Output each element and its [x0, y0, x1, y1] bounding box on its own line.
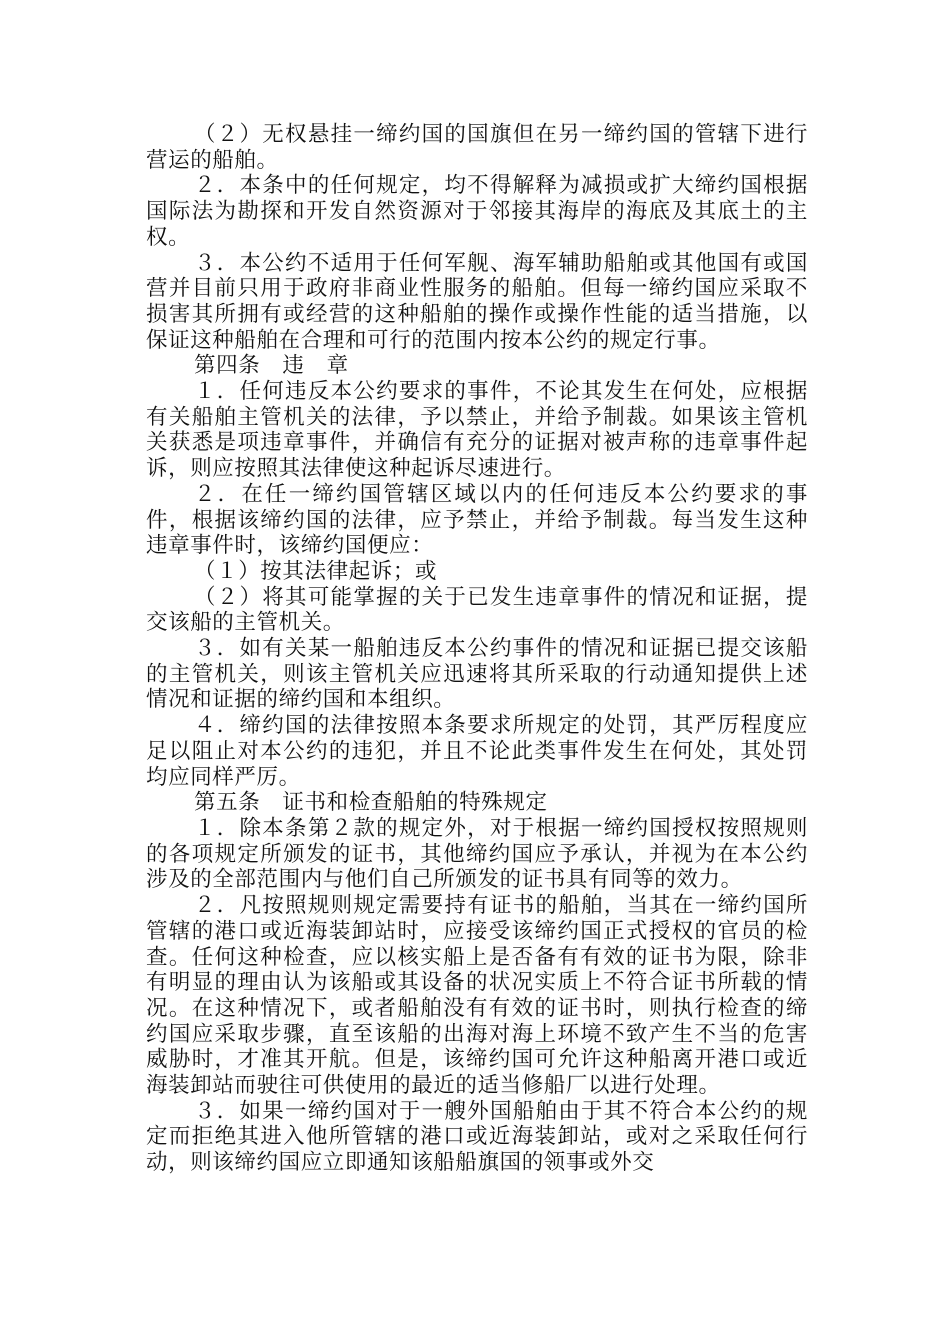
paragraph: ２．本条中的任何规定，均不得解释为减损或扩大缔约国根据国际法为勘探和开发自然资源对于邻接其海岸的海底及其底土的主权。 [146, 173, 808, 250]
paragraph: （２）将其可能掌握的关于已发生违章事件的情况和证据，提交该船的主管机关。 [146, 584, 808, 636]
article-heading: 第四条 违 章 [194, 353, 349, 379]
paragraph: （２）无权悬挂一缔约国的国旗但在另一缔约国的管辖下进行营运的船舶。 [146, 122, 808, 173]
paragraph: １．任何违反本公约要求的事件，不论其发生在何处，应根据有关船舶主管机关的法律，予以禁止，并给予制裁。如果该主管机关获悉是项违章事件，并确信有充分的证据对被声称的违章事件起诉，则应按照其法律使这种起诉尽速进行。 [146, 379, 808, 482]
paragraph: （１）按其法律起诉；或 [194, 558, 438, 584]
paragraph: ３．如果一缔约国对于一艘外国船舶由于其不符合本公约的规定而拒绝其进入他所管辖的港口或近海装卸站，或对之采取任何行动，则该缔约国应立即通知该船船旗国的领事或外交 [146, 1098, 808, 1176]
paragraph: ３．如有关某一船舶违反本公约事件的情况和证据已提交该船的主管机关，则该主管机关应迅速将其所采取的行动通知提供上述情况和证据的缔约国和本组织。 [146, 636, 808, 713]
paragraph: ２．在任一缔约国管辖区域以内的任何违反本公约要求的事件，根据该缔约国的法律，应予禁止，并给予制裁。每当发生这种违章事件时，该缔约国便应： [146, 481, 808, 559]
paragraph: １．除本条第２款的规定外，对于根据一缔约国授权按照规则的各项规定所颁发的证书，其他缔约国应予承认，并视为在本公约涉及的全部范围内与他们自己所颁发的证书具有同等的效力。 [146, 815, 808, 893]
paragraph: ３．本公约不适用于任何军舰、海军辅助船舶或其他国有或国营并目前只用于政府非商业性服务的船舶。但每一缔约国应采取不损害其所拥有或经营的这种船舶的操作或操作性能的适当措施，以保证这种船舶在合理和可行的范围内按本公约的规定行事。 [146, 250, 808, 353]
document-page [146, 122, 808, 1176]
paragraph: ４．缔约国的法律按照本条要求所规定的处罚，其严厉程度应足以阻止对本公约的违犯，并且不论此类事件发生在何处，其处罚均应同样严厉。 [146, 713, 808, 790]
paragraph: ２．凡按照规则规定需要持有证书的船舶，当其在一缔约国所管辖的港口或近海装卸站时，应接受该缔约国正式授权的官员的检查。任何这种检查，应以核实船上是否备有有效的证书为限，除非有明显的理由认为该船或其设备的状况实质上不符合证书所载的情况。在这种情况下，或者船舶没有有效的证书时，则执行检查的缔约国应采取步骤，直至该船的出海对海上环境不致产生不当的危害威胁时，才准其开航。但是，该缔约国可允许这种船离开港口或近海装卸站而驶往可供使用的最近的适当修船厂以进行处理。 [146, 893, 808, 1099]
article-heading: 第五条 证书和检查船舶的特殊规定 [194, 790, 548, 816]
